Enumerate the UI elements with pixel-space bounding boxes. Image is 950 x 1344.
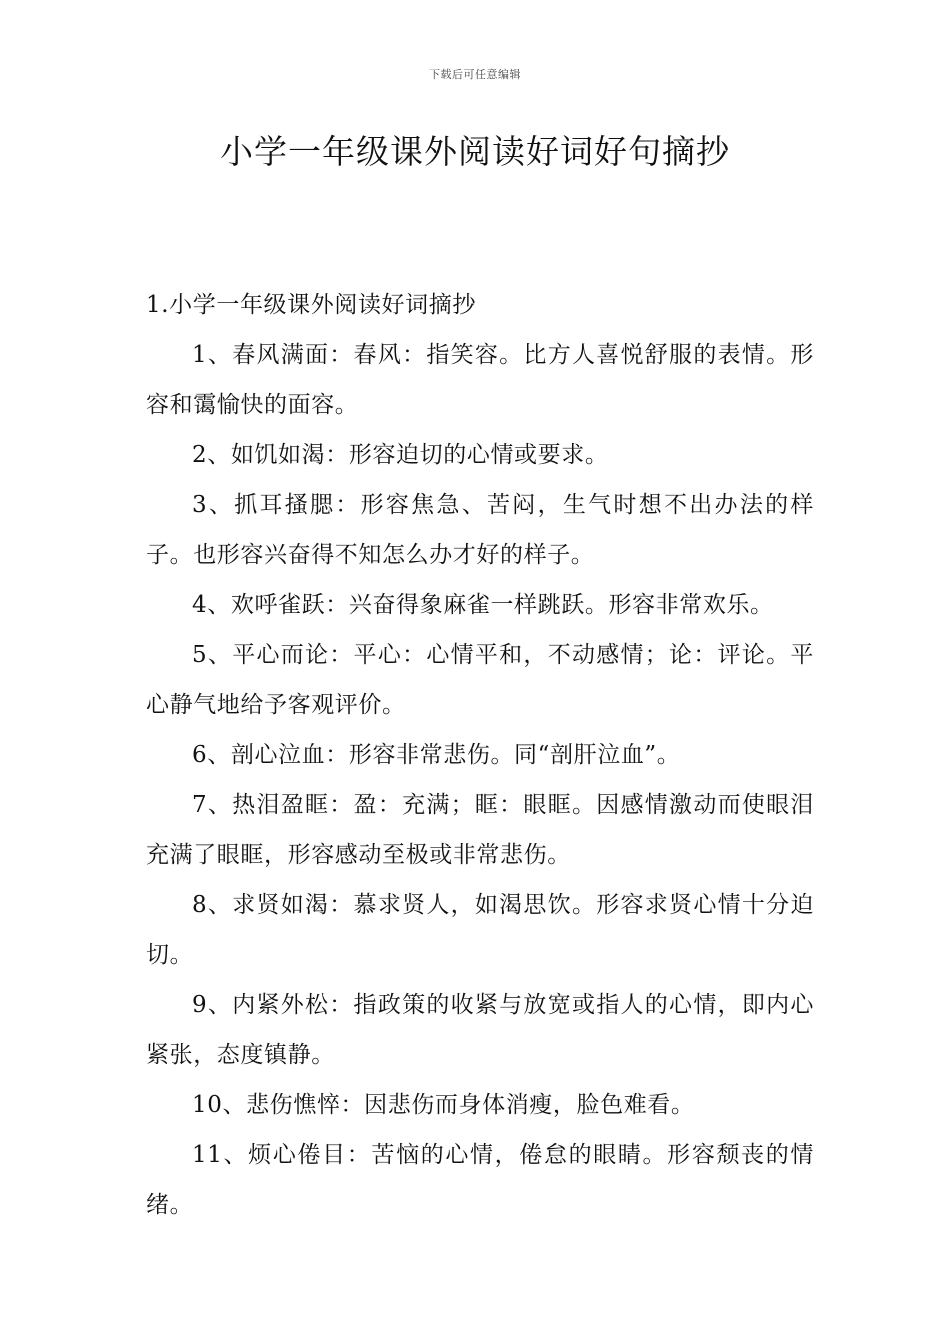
entry-definition: 形容非常悲伤。同“剖肝泣血”。 (348, 742, 681, 768)
list-item: 3、抓耳搔腮：形容焦急、苦闷，生气时想不出办法的样子。也形容兴奋得不知怎么办才好的样子。 (146, 492, 814, 568)
list-item: 11、烦心倦目：苦恼的心情，倦怠的眼睛。形容颓丧的情绪。 (146, 1142, 814, 1218)
entry-number: 5 (192, 642, 208, 668)
list-item: 8、求贤如渴：慕求贤人，如渴思饮。形容求贤心情十分迫切。 (146, 892, 814, 968)
entry-definition: 因悲伤而身体消瘦，脸色难看。 (364, 1092, 695, 1118)
entry-definition: 兴奋得象麻雀一样跳跃。形容非常欢乐。 (348, 592, 774, 618)
entry-definition: 平心：心情平和，不动感情；论：评论。平心静气地给予客观评价。 (146, 642, 814, 718)
entry-term: 求贤如渴 (232, 892, 330, 918)
entry-term: 剖心泣血 (230, 742, 326, 768)
entry-term: 欢呼雀跃 (230, 592, 326, 618)
list-item: 7、热泪盈眶：盈：充满；眶：眼眶。因感情激动而使眼泪充满了眼眶，形容感动至极或非常悲伤。 (146, 792, 814, 868)
entry-definition: 盈：充满；眶：眼眶。因感情激动而使眼泪充满了眼眶，形容感动至极或非常悲伤。 (146, 792, 814, 868)
list-item: 9、内紧外松：指政策的收紧与放宽或指人的心情，即内心紧张，态度镇静。 (146, 992, 814, 1068)
entry-number: 6 (192, 742, 208, 768)
list-item: 5、平心而论：平心：心情平和，不动感情；论：评论。平心静气地给予客观评价。 (146, 642, 814, 718)
list-item: 2、如饥如渴：形容迫切的心情或要求。 (192, 442, 609, 468)
entry-term: 平心而论 (232, 642, 330, 668)
entry-term: 内紧外松 (232, 992, 330, 1018)
header-note: 下载后可任意编辑 (429, 68, 521, 81)
entry-number: 4 (192, 592, 208, 618)
document-body (146, 280, 814, 1230)
entry-definition: 慕求贤人，如渴思饮。形容求贤心情十分迫切。 (146, 892, 814, 968)
entry-number: 3 (192, 492, 208, 518)
entry-definition: 形容迫切的心情或要求。 (348, 442, 609, 468)
entry-definition: 春风：指笑容。比方人喜悦舒服的表情。形容和霭愉快的面容。 (146, 342, 814, 418)
entry-term: 春风满面 (232, 342, 330, 368)
list-item: 6、剖心泣血：形容非常悲伤。同“剖肝泣血”。 (192, 742, 681, 768)
document-title: 小学一年级课外阅读好词好句摘抄 (220, 132, 730, 171)
entry-definition: 苦恼的心情，倦怠的眼睛。形容颓丧的情绪。 (146, 1142, 814, 1218)
list-item: 10、悲伤憔悴：因悲伤而身体消瘦，脸色难看。 (192, 1092, 695, 1118)
entry-number: 11 (192, 1142, 223, 1168)
entry-number: 9 (192, 992, 208, 1018)
entry-number: 10 (192, 1092, 223, 1118)
entry-number: 1 (192, 342, 208, 368)
entry-term: 如饥如渴 (230, 442, 326, 468)
entry-definition: 形容焦急、苦闷，生气时想不出办法的样子。也形容兴奋得不知怎么办才好的样子。 (146, 492, 814, 568)
entry-term: 热泪盈眶 (232, 792, 330, 818)
entry-term: 烦心倦目 (248, 1142, 347, 1168)
entry-term: 抓耳搔腮 (234, 492, 336, 518)
entry-number: 2 (192, 442, 208, 468)
list-item: 4、欢呼雀跃：兴奋得象麻雀一样跳跃。形容非常欢乐。 (192, 592, 774, 618)
entry-term: 悲伤憔悴 (246, 1092, 341, 1118)
list-item: 1、春风满面：春风：指笑容。比方人喜悦舒服的表情。形容和霭愉快的面容。 (146, 342, 814, 418)
section-heading: 1.小学一年级课外阅读好词摘抄 (146, 292, 476, 318)
entry-definition: 指政策的收紧与放宽或指人的心情，即内心紧张，态度镇静。 (146, 992, 814, 1068)
entry-number: 8 (192, 892, 208, 918)
entry-number: 7 (192, 792, 208, 818)
